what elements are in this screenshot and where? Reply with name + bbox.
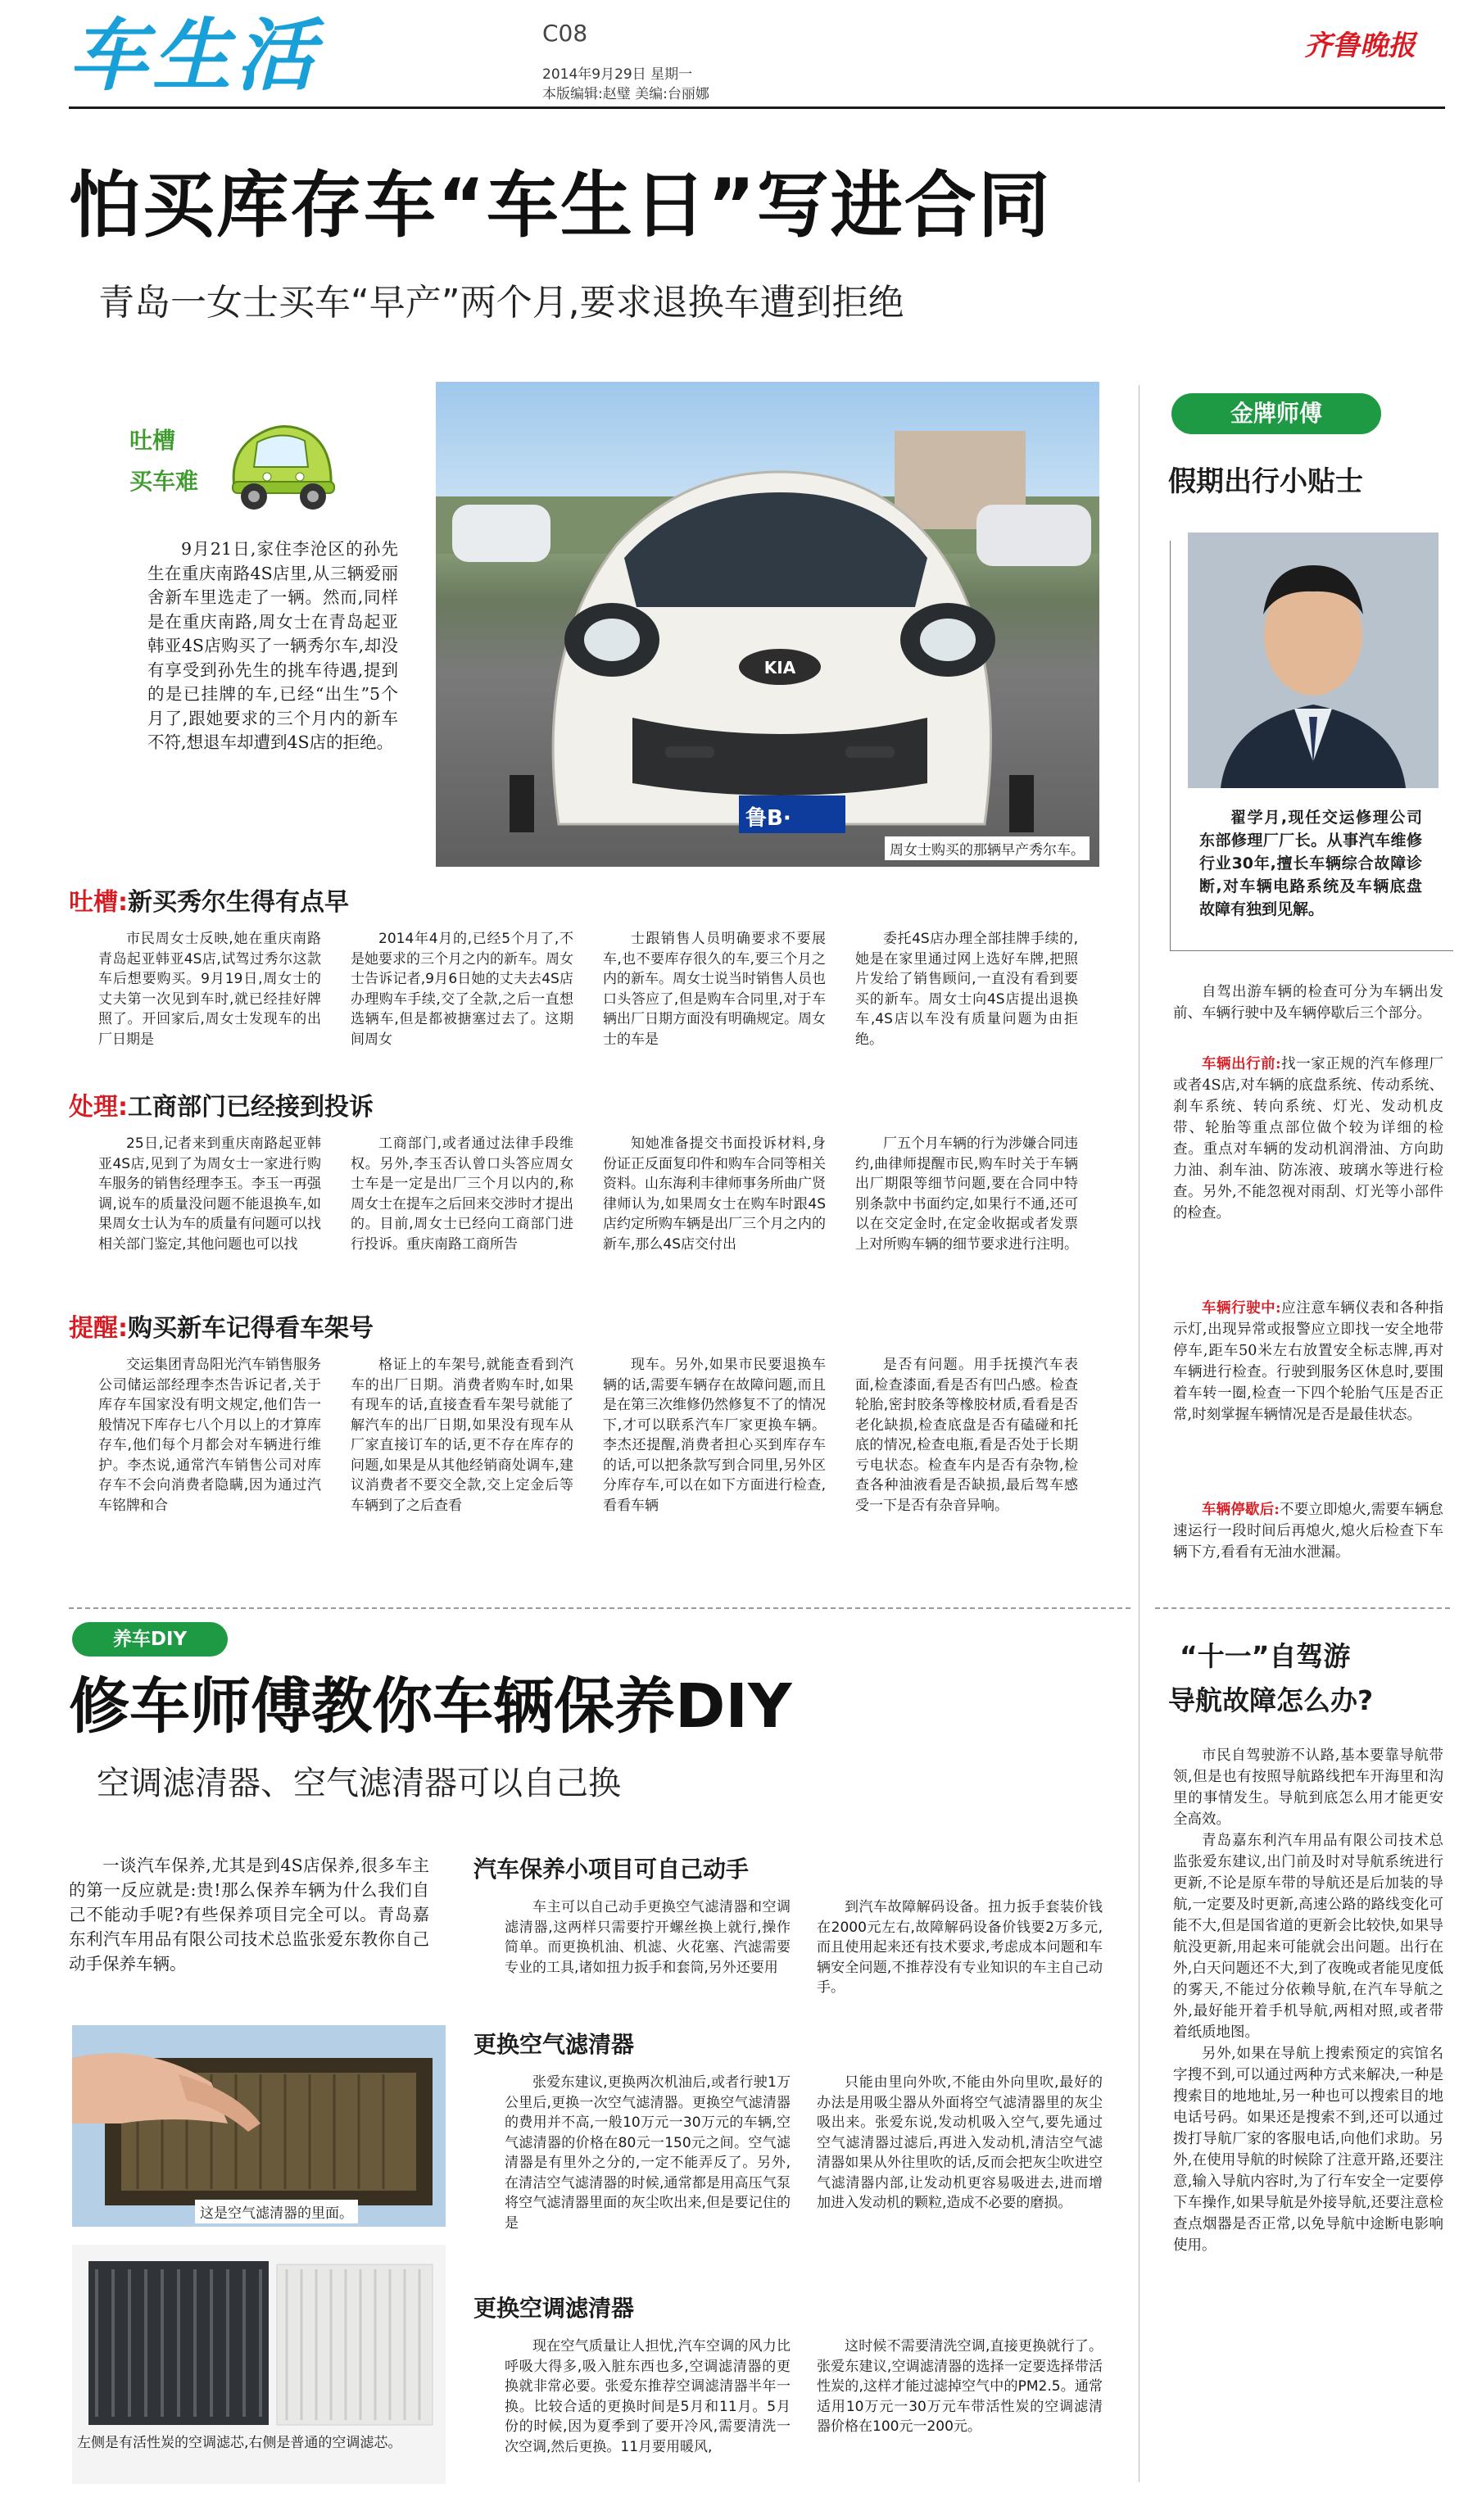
story1-section3-body [98, 1355, 1078, 1552]
column-text: 市民周女士反映,她在重庆南路青岛起亚韩亚4S店,试驾过秀尔这款车后想要购买。9月19日,周女士的丈夫第一次见到车时,就已经挂好牌照了。开回家后,周女士发现车的出厂日期是 [98, 931, 321, 1048]
column-text: 委托4S店办理全部挂牌手续的,她是在家里通过网上选好车牌,把照片发给了销售顾问,一直没有看到要买的新车。周女士向4S店提出退换车,4S店以车没有质量问题为由拒绝。 [855, 931, 1078, 1048]
sidebar-intro [1173, 981, 1443, 1024]
story1-headline: 怕买库存车“车生日”写进合同 [69, 163, 1052, 247]
story2-subheadline: 空调滤清器、空气滤清器可以自己换 [97, 1765, 621, 1802]
sidebar-intro-text: 自驾出游车辆的检查可分为车辆出发前、车辆行驶中及车辆停歇后三个部分。 [1173, 984, 1443, 1022]
story1-lead [147, 537, 398, 755]
story2-lead [69, 1853, 429, 1976]
column-text: 格证上的车架号,就能查看到汽车的出厂日期。消费者购车时,如果有现车的话,直接查看车架号就能了解汽车的出厂日期,如果没有现车从厂家直接订车的话,更不存在库存的问题,如果是从其他经销商处调车,建议消费者不要交全款,交上定金后等车辆到了之后查看 [351, 1357, 573, 1514]
story1-section1-title [69, 882, 349, 918]
date-line: 2014年9月29日 星期一 [542, 66, 693, 83]
expert-bio [1199, 806, 1422, 921]
story1-section3-title [69, 1308, 374, 1344]
section-title: 车生活 [69, 10, 319, 102]
sidebar2-para: 市民自驾驶游不认路,基本要靠导航带领,但是也有按照导航路线把车开海里和沟里的事情发生。导航到底怎么用才能更安全高效。 [1173, 1747, 1443, 1828]
story2-section1-title: 汽车保养小项目可自己动手 [473, 1856, 750, 1883]
air-filter-photo [72, 2025, 446, 2227]
column-text: 现车。另外,如果市民要退换车辆的话,需要车辆存在故障问题,而且是在第三次维修仍然修复不了的情况下,才可以联系汽车厂家更换车辆。李杰还提醒,消费者担心买到库存车的话,可以把条款写到合同里,另外区分库存车,可以在如下方面进行检查,看看车辆 [603, 1357, 826, 1514]
column-text: 到汽车故障解码设备。扭力扳手套装价钱在2000元左右,故障解码设备价钱要2万多元,而且使用起来还有技术要求,考虑成本问题和车辆安全问题,不推荐没有专业知识的车主自己动手。 [817, 1899, 1103, 1996]
story2-section3-body [505, 2336, 1103, 2457]
story1-photo [436, 382, 1099, 867]
license-plate: 鲁B· [745, 806, 791, 831]
cabin-filter-caption: 左侧是有活性炭的空调滤芯,右侧是普通的空调滤芯。 [77, 2435, 402, 2451]
air-filter-illustration [72, 2025, 446, 2227]
car-illustration [436, 382, 1099, 867]
column-text: 知她准备提交书面投诉材料,身份证正反面复印件和购车合同等相关资料。山东海利丰律师事务所曲广贤律师认为,如果周女士在购车时跟4S店约定所购车辆是出厂三个月之内的新车,那么4S店交付出 [603, 1135, 826, 1253]
story1-section1-body [98, 929, 1078, 1048]
cartoon-car-icon [218, 410, 341, 516]
sidebar-badge: 金牌师傅 [1171, 393, 1381, 434]
sidebar-item-2 [1173, 1298, 1443, 1425]
section-tag: 处理: [69, 1093, 128, 1122]
column-text: 车主可以自己动手更换空气滤清器和空调滤清器,这两样只需要拧开螺丝换上就行,操作简单。而更换机油、机滤、火花塞、汽滤需要专业的工具,诸如扭力扳手和套筒,另外还要用 [505, 1899, 791, 1976]
sidebar-story-divider [1155, 1607, 1450, 1609]
story2-lead-text: 一谈汽车保养,尤其是到4S店保养,很多车主的第一反应就是:贵!那么保养车辆为什么我们自己不能动手呢?有些保养项目完全可以。青岛嘉东利汽车用品有限公司技术总监张爱东教你自己动手保养车辆。 [69, 1856, 429, 1974]
expert-bio-text: 翟学月,现任交运修理公司东部修理厂厂长。从事汽车维修行业30年,擅长车辆综合故障诊断,对车辆电路系统及车辆底盘故障有独到见解。 [1199, 809, 1422, 918]
column-text: 张爱东建议,更换两次机油后,或者行驶1万公里后,更换一次空气滤清器。更换空气滤清器的费用并不高,一般10万元一30万元的车辆,空气滤清器的价格在80元一150元之间。空气滤清器是有里外之分的,一定不能弄反了。另外,在清洁空气滤清器的时候,通常都是用高压气泵将空气滤清器里面的灰尘吹出来,但是要记住的是 [505, 2074, 791, 2232]
bio-box [1170, 541, 1171, 950]
page-code: C08 [542, 20, 588, 47]
sidebar2-title-line2: 导航故障怎么办? [1168, 1684, 1374, 1716]
item-tag: 车辆停歇后: [1202, 1502, 1280, 1518]
section-title: 购买新车记得看车架号 [128, 1314, 374, 1343]
column-text: 2014年4月的,已经5个月了,不是她要求的三个月之内的新车。周女士告诉记者,9月6日她的丈夫去4S店办理购车手续,交了全款,之后一直想选辆车,但是都被搪塞过去了。这期间周女 [351, 931, 573, 1048]
bio-box-bottom [1170, 950, 1453, 951]
story1-section2-title [69, 1086, 374, 1122]
column-text: 现在空气质量让人担忧,汽车空调的风力比呼吸大得多,吸入脏东西也多,空调滤清器的更换就非常必要。张爱东推荐空调滤清器半年一换。比较合适的更换时间是5月和11月。5月份的时候,因为夏季到了要开冷风,需要清洗一次空调,然后更换。11月要用暖风, [505, 2338, 791, 2455]
story2-badge: 养车DIY [72, 1622, 228, 1657]
sidebar-title: 假期出行小贴士 [1168, 465, 1363, 498]
section-title: 工商部门已经接到投诉 [128, 1093, 374, 1122]
item-tag: 车辆出行前: [1202, 1056, 1281, 1072]
expert-portrait [1188, 533, 1438, 788]
editor-line: 本版编辑:赵璧 美编:台丽娜 [542, 86, 709, 102]
column-text: 交运集团青岛阳光汽车销售服务公司储运部经理李杰告诉记者,关于库存车国家没有明文规定,他们告一般情况下库存七八个月以上的才算库存车,他们每个月都会对车辆进行维护。李杰说,通常汽车销售公司对库存车不会向消费者隐瞒,因为通过汽车铭牌和合 [98, 1357, 321, 1514]
story1-lead-text: 9月21日,家住李沧区的孙先生在重庆南路4S店里,从三辆爱丽舍新车里选走了一辆。然而,同样是在重庆南路,周女士在青岛起亚韩亚4S店购买了一辆秀尔车,却没有享受到孙先生的挑车待遇,提到的是已挂牌的车,已经“出生”5个月了,跟她要求的三个月内的新车不符,想退车却遭到4S店的拒绝。 [147, 539, 398, 752]
item-tag: 车辆行驶中: [1202, 1300, 1281, 1317]
cabin-filter-photo [72, 2245, 446, 2484]
header-rule [69, 107, 1445, 109]
story2-section2-body [505, 2073, 1103, 2233]
story2-section1-body [505, 1897, 1103, 1998]
portrait-illustration [1188, 533, 1438, 788]
story-divider [69, 1607, 1130, 1609]
sidebar2-body [1173, 1745, 1443, 2256]
column-text: 厂五个月车辆的行为涉嫌合同违约,曲律师提醒市民,购车时关于车辆出厂期限等细节问题,要在合同中特别条款中书面约定,如果行不通,还可以在交定金时,在定金收据或者发票上对所购车辆的细节要求进行注明。 [855, 1135, 1078, 1253]
section-tag: 吐槽: [69, 888, 128, 917]
air-filter-caption: 这是空气滤清器的里面。 [195, 2200, 358, 2223]
story1-photo-caption: 周女士购买的那辆早产秀尔车。 [885, 836, 1090, 860]
story1-section2-body [98, 1134, 1078, 1265]
sidebar2-para: 另外,如果在导航上搜索预定的宾馆名字搜不到,可以通过两种方式来解决,一种是搜索目的地地址,另一种也可以搜索目的地电话号码。如果还是搜索不到,还可以通过拨打导航厂家的客服电话,向他们求助。另外,在使用导航的时候除了注意开路,还要注意,输入导航内容时,为了行车安全一定要停下车操作,如果导航是外接导航,还要注意检查点烟器是否正常,以免导航中途断电影响使用。 [1173, 2046, 1443, 2254]
column-text: 只能由里向外吹,不能由外向里吹,最好的办法是用吸尘器从外面将空气滤清器里的灰尘吸出来。张爱东说,发动机吸入空气,要先通过空气滤清器过滤后,再进入发动机,清洁空气滤清器如果从外往里吹的话,反而会把灰尘吹进空气滤清器内部,让发动机更容易吸进去,进而增加进入发动机的颗粒,造成不必要的磨损。 [817, 2074, 1103, 2211]
svg-text:KIA: KIA [763, 658, 796, 678]
story2-headline: 修车师傅教你车辆保养DIY [69, 1671, 792, 1742]
column-text: 士跟销售人员明确要求不要展车,也不要库存很久的车,要三个月之内的新车。周女士说当时销售人员也口头答应了,但是购车合同里,对于车辆出厂日期方面没有明确规定。周女士的车是 [603, 931, 826, 1048]
sidebar2-para: 青岛嘉东利汽车用品有限公司技术总监张爱东建议,出门前及时对导航系统进行更新,不论是原车带的导航还是后加装的导航,一定要及时更新,高速公路的路线变化可能不大,但是国省道的更新会比较快,如果导航没更新,用起来可能就会出问题。出行在外,白天问题还不大,到了夜晚或者能见度低的雾天,不能过分依赖导航,在汽车导航之外,最好能开着手机导航,两相对照,或者带着纸质地图。 [1173, 1833, 1443, 2041]
item-text: 不要立即熄火,需要车辆怠速运行一段时间后再熄火,熄火后检查下车辆下方,看看有无油水泄漏。 [1173, 1502, 1444, 1561]
column-text: 25日,记者来到重庆南路起亚韩亚4S店,见到了为周女士一家进行购车服务的销售经理李玉。李玉一再强调,说车的质量没问题不能退换车,如果周女士认为车的质量有问题可以找相关部门鉴定,其他问题也可以找 [98, 1135, 321, 1253]
badge-line2: 买车难 [129, 468, 199, 495]
column-text: 是否有问题。用手抚摸汽车表面,检查漆面,看是否有凹凸感。检查轮胎,密封胶条等橡胶材质,看看是否老化缺损,检查底盘是否有磕碰和托底的情况,检查电瓶,看是否处于长期亏电状态。检查车内是否有杂物,检查各种油液看是否缺损,最后驾车感受一下是否有杂音异响。 [855, 1357, 1078, 1514]
sidebar-item-1 [1173, 1054, 1443, 1224]
story1-subheadline: 青岛一女士买车“早产”两个月,要求退换车遭到拒绝 [98, 282, 904, 324]
paper-name: 齐鲁晚报 [1304, 29, 1416, 62]
item-text: 应注意车辆仪表和各种指示灯,出现异常或报警应立即找一安全地带停车,距车50米左右放置安全标志牌,再对车辆进行检查。行驶到服务区休息时,要围着车转一圈,检查一下四个轮胎气压是否正常,时刻掌握车辆情况是否是最佳状态。 [1173, 1300, 1444, 1423]
item-text: 找一家正规的汽车修理厂或者4S店,对车辆的底盘系统、传动系统、刹车系统、转向系统、灯光、发动机皮带、轮胎等重点部位做个较为详细的检查。重点对车辆的发动机润滑油、方向助力油、刹车油、防冻液、玻璃水等进行检查。另外,不能忽视对雨刮、灯光等小部件的检查。 [1173, 1056, 1444, 1221]
sidebar-item-3 [1173, 1499, 1443, 1563]
story2-section3-title: 更换空调滤清器 [473, 2295, 635, 2322]
sidebar2-title-line1: “十一”自驾游 [1180, 1640, 1351, 1672]
story2-section2-title: 更换空气滤清器 [473, 2031, 635, 2058]
column-text: 工商部门,或者通过法律手段维权。另外,李玉否认曾口头答应周女士车是一定是出厂三个月以内的,称周女士在提车之后回来交涉时才提出的。目前,周女士已经向工商部门进行投诉。重庆南路工商所告 [351, 1135, 573, 1253]
badge-line1: 吐槽 [129, 427, 176, 454]
section-title: 新买秀尔生得有点早 [128, 888, 349, 917]
column-text: 这时候不需要清洗空调,直接更换就行了。张爱东建议,空调滤清器的选择一定要选择带活性炭的,这样才能过滤掉空气中的PM2.5。通常适用10万元一30万元车带活性炭的空调滤清器价格在100元一200元。 [817, 2338, 1103, 2435]
section-tag: 提醒: [69, 1314, 128, 1343]
story1-badge [120, 410, 447, 541]
